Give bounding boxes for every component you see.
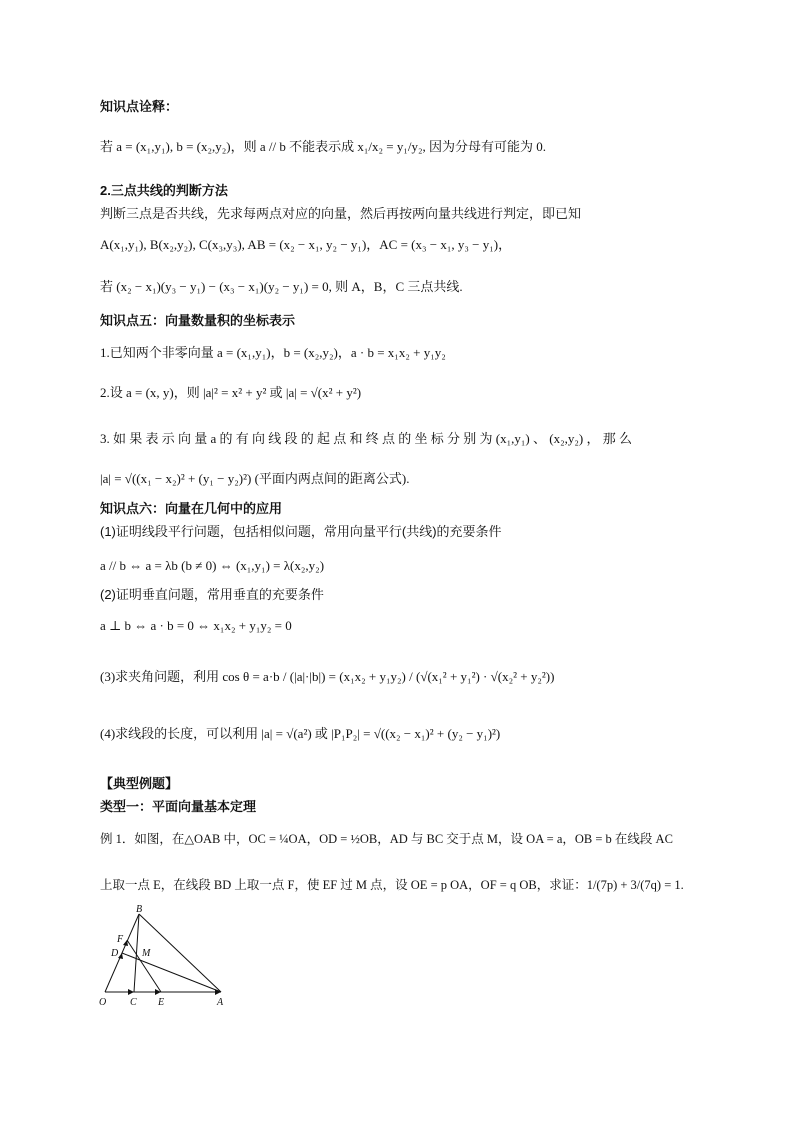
heading-type-one: 类型一：平面向量基本定理: [100, 799, 257, 814]
segment-BC: [134, 914, 139, 992]
arrowhead-OC: [128, 989, 134, 995]
perpendicular-condition-formula: a ⊥ b ⇔ a · b = 0 ⇔ x₁x₂ + y₁y₂ = 0: [100, 618, 292, 633]
label-C: C: [130, 997, 137, 1008]
label-A: A: [217, 997, 224, 1008]
label-E: E: [158, 997, 165, 1008]
distance-formula: |a| = √((x₁ − x₂)² + (y₁ − y₂)²) (平面内两点间的距离公式).: [100, 471, 410, 486]
collinear-condition: 若 (x₂ − x₁)(y₃ − y₁) − (x₃ − x₁)(y₂ − y₁) = 0, 则 A，B，C 三点共线.: [100, 279, 463, 294]
heading-collinear-method: 2.三点共线的判断方法: [100, 183, 228, 198]
label-M: M: [142, 948, 151, 959]
item-parallel-proof: (1)证明线段平行问题，包括相似问题，常用向量平行(共线)的充要条件: [100, 524, 502, 539]
segment-AD: [122, 953, 221, 992]
item-perpendicular-proof: (2)证明垂直问题，常用垂直的充要条件: [100, 587, 324, 602]
example-one-line1: 例 1．如图，在△OAB 中，OC = ¼OA，OD = ½OB，AD 与 BC 交于点 M，设 OA = a，OB = b 在线段 AC: [100, 832, 673, 846]
collinear-intro: 判断三点是否共线，先求每两点对应的向量，然后再按两向量共线进行判定，即已知: [100, 206, 582, 221]
collinear-points-formula: A(x₁,y₁), B(x₂,y₂), C(x₃,y₃), AB = (x₂ − x₁, y₂ − y₁)，AC = (x₃ − x₁, y₃ − y₁)，: [100, 237, 512, 252]
arrowhead-OA: [215, 989, 221, 995]
vector-magnitude-formula: 2.设 a = (x, y)，则 |a|² = x² + y² 或 |a| = √(x² + y²): [100, 385, 362, 400]
directed-segment-text: 3. 如 果 表 示 向 量 a 的 有 向 线 段 的 起 点 和 终 点 的 坐 标 分 别 为 (x₁,y₁) 、 (x₂,y₂) ， 那 么: [100, 431, 632, 446]
heading-knowledge-six: 知识点六：向量在几何中的应用: [100, 501, 283, 516]
label-D: D: [111, 948, 119, 959]
segment-length-formula: (4)求线段的长度，可以利用 |a| = √(a²) 或 |P₁P₂| = √((x₂ − x₁)² + (y₂ − y₁)²): [100, 726, 501, 741]
label-F: F: [117, 934, 124, 945]
heading-knowledge-five: 知识点五：向量数量积的坐标表示: [100, 313, 296, 328]
label-B: B: [136, 904, 143, 915]
example-one-line2: 上取一点 E，在线段 BD 上取一点 F，使 EF 过 M 点，设 OE = p OA，OF = q OB，求证：1/(7p) + 3/(7q) = 1.: [100, 878, 684, 892]
dot-product-formula: 1.已知两个非零向量 a = (x₁,y₁)，b = (x₂,y₂)，a · b = x₁x₂ + y₁y₂: [100, 345, 446, 360]
segment-BA: [139, 914, 221, 992]
note-parallel-condition: 若 a = (x₁,y₁), b = (x₂,y₂)，则 a // b 不能表示成 x₁/x₂ = y₁/y₂, 因为分母有可能为 0.: [100, 139, 547, 154]
angle-formula: (3)求夹角问题，利用 cos θ = a·b / (|a|·|b|) = (x₁x₂ + y₁y₂) / (√(x₁² + y₁²) · √(x₂² + y₂²)): [100, 669, 555, 684]
label-O: O: [99, 997, 107, 1008]
parallel-condition-formula: a // b ⇔ a = λb (b ≠ 0) ⇔ (x₁,y₁) = λ(x₂,y₂): [100, 558, 325, 573]
heading-typical-examples: 【典型例题】: [100, 776, 179, 791]
triangle-figure: [95, 900, 245, 1010]
arrowhead-OD: [118, 953, 123, 959]
heading-knowledge-explanation: 知识点诠释：: [100, 99, 179, 114]
